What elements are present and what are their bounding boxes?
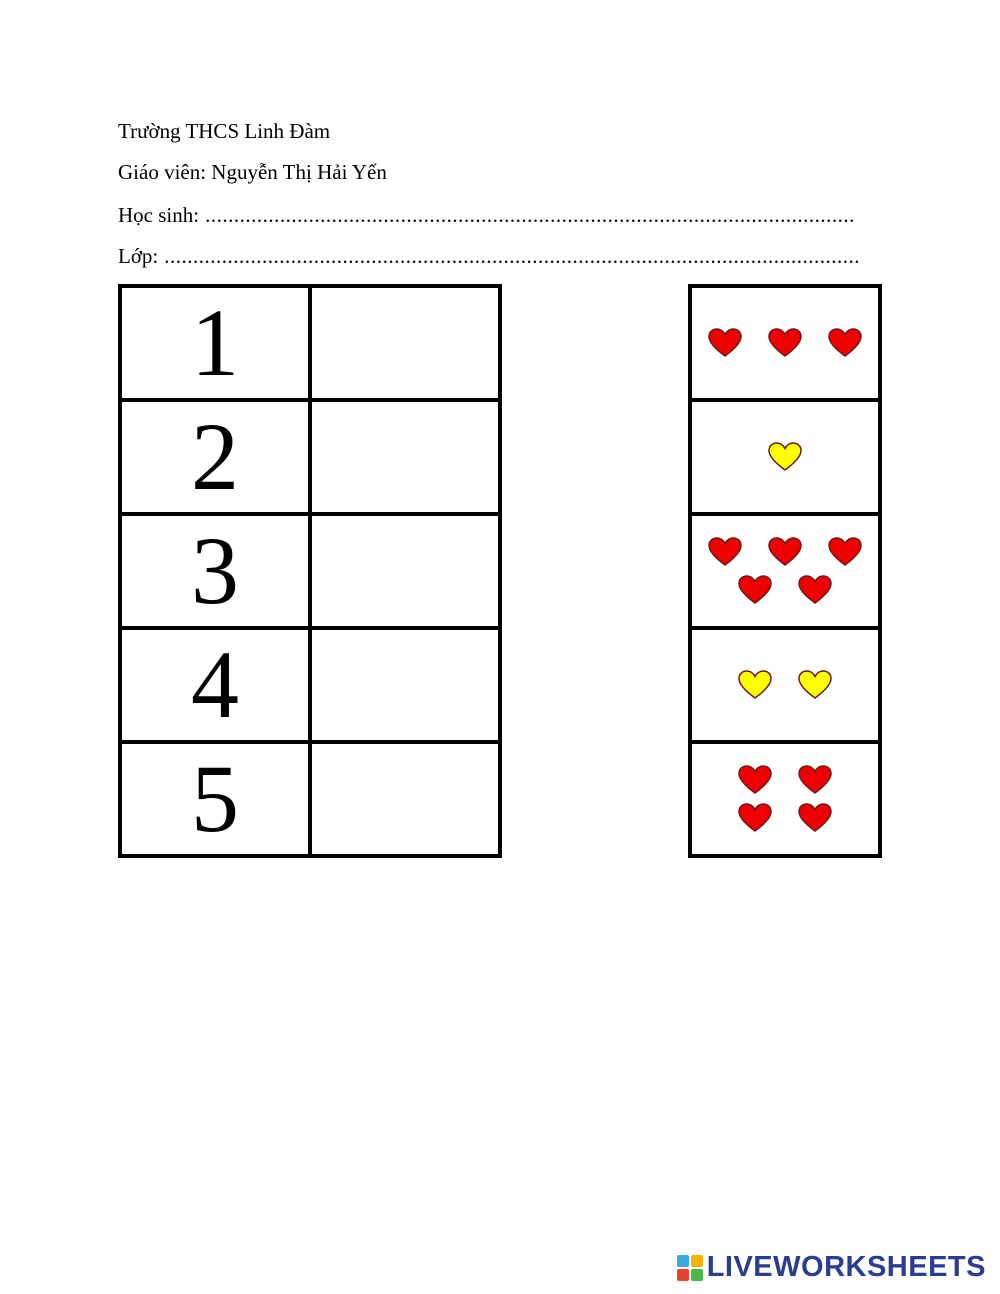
number-cell [120, 286, 310, 400]
hearts-group [692, 575, 878, 605]
hearts-row [690, 742, 880, 856]
hearts-group [692, 537, 878, 567]
red-heart-icon [708, 537, 742, 567]
red-heart-icon [738, 803, 772, 833]
hearts-box[interactable] [690, 742, 880, 856]
red-heart-icon [798, 765, 832, 795]
student-field [118, 202, 870, 228]
number-row [120, 514, 500, 628]
red-heart-icon [798, 803, 832, 833]
red-heart-icon [738, 765, 772, 795]
answer-drop-cell[interactable] [310, 286, 500, 400]
number-label: 3 [191, 517, 239, 624]
hearts-table [688, 284, 882, 858]
red-heart-icon [708, 328, 742, 358]
number-label: 4 [191, 631, 239, 738]
hearts-box[interactable] [690, 400, 880, 514]
number-row [120, 628, 500, 742]
number-table [118, 284, 502, 858]
red-heart-icon [828, 328, 862, 358]
yellow-heart-icon [768, 442, 802, 472]
logo-text: LIVEWORKSHEETS [706, 1251, 986, 1283]
hearts-row [690, 400, 880, 514]
hearts-group [692, 765, 878, 795]
number-cell [120, 400, 310, 514]
logo-icon [677, 1255, 703, 1281]
number-label: 1 [191, 289, 239, 396]
number-label: 2 [191, 403, 239, 510]
hearts-box[interactable] [690, 628, 880, 742]
number-label: 5 [191, 745, 239, 852]
hearts-group [692, 442, 878, 472]
hearts-row [690, 514, 880, 628]
number-row [120, 400, 500, 514]
red-heart-icon [768, 328, 802, 358]
yellow-heart-icon [738, 670, 772, 700]
answer-drop-cell[interactable] [310, 400, 500, 514]
hearts-group [692, 328, 878, 358]
red-heart-icon [768, 537, 802, 567]
hearts-group [692, 670, 878, 700]
teacher-name: Giáo viên: Nguyễn Thị Hải Yến [118, 160, 387, 184]
number-cell [120, 514, 310, 628]
class-label: Lớp: [118, 244, 159, 268]
class-fill-line[interactable]: ......................................................................................................................... [164, 244, 861, 268]
hearts-box[interactable] [690, 286, 880, 400]
yellow-heart-icon [798, 670, 832, 700]
number-cell [120, 742, 310, 856]
answer-drop-cell[interactable] [310, 514, 500, 628]
hearts-group [692, 803, 878, 833]
hearts-row [690, 286, 880, 400]
red-heart-icon [798, 575, 832, 605]
number-row [120, 742, 500, 856]
answer-drop-cell[interactable] [310, 742, 500, 856]
school-name: Trường THCS Linh Đàm [118, 119, 331, 143]
liveworksheets-logo [677, 1251, 986, 1284]
red-heart-icon [828, 537, 862, 567]
red-heart-icon [738, 575, 772, 605]
answer-drop-cell[interactable] [310, 628, 500, 742]
hearts-row [690, 628, 880, 742]
hearts-box[interactable] [690, 514, 880, 628]
number-row [120, 286, 500, 400]
class-field [118, 243, 870, 269]
student-label: Học sinh: [118, 203, 200, 227]
number-cell [120, 628, 310, 742]
student-fill-line[interactable]: ................................................................................................................. [205, 203, 855, 227]
